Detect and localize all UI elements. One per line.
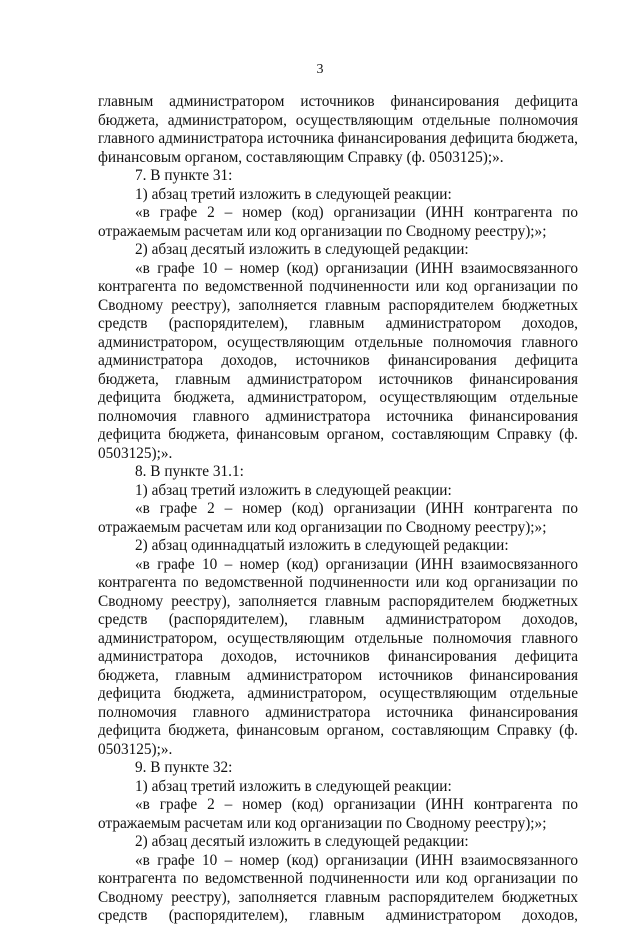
paragraph: 8. В пункте 31.1:	[135, 463, 244, 480]
paragraph: 1) абзац третий изложить в следующей реакции:	[135, 777, 452, 795]
paragraph: 2) абзац десятый изложить в следующей редакции:	[135, 833, 469, 850]
paragraph: 2) абзац одиннадцатый изложить в следующей редакции:	[135, 537, 509, 554]
page-number: 3	[316, 62, 324, 77]
paragraph: 1) абзац третий изложить в следующей реакции:	[135, 481, 452, 499]
paragraph: 7. В пункте 31:	[135, 167, 233, 184]
paragraph: «в графе 2 – номер (код) организации (ИНН контрагента по отражаемым расчетам или код организации по Сводному реестру);»;	[98, 796, 578, 832]
paragraph: «в графе 10 – номер (код) организации (ИНН взаимосвязанного контрагента по ведомственной подчиненности или код организации по Сводному реестру), заполняется главным распорядителем бюджетных средств (распорядителем), главным администратором доходов, администратором, осуществляющим отдельные полномочия главного администратора доходов, источников финансирования дефицита бюджета, главным администратором источников финансирования дефицита бюджета, администратором, осуществляющим отдельные полномочия главного администратора источника финансирования дефицита бюджета, финансовым органом, составляющим Справку (ф. 0503125);».	[98, 555, 578, 758]
paragraph: 9. В пункте 32:	[135, 759, 233, 776]
paragraph: главным администратором источников финансирования дефицита бюджета, администратором, осуществляющим отдельные полномочия главного администратора источника финансирования дефицита бюджета, финансовым органом, составляющим Справку (ф. 0503125);».	[98, 93, 578, 166]
paragraph: 2) абзац десятый изложить в следующей редакции:	[135, 241, 469, 258]
paragraph: «в графе 10 – номер (код) организации (ИНН взаимосвязанного контрагента по ведомственной подчиненности или код организации по Сводному реестру), заполняется главным распорядителем бюджетных средств (распорядителем), главным администратором доходов, администратором, осуществляющим отдельные полномочия главного администратора доходов, источников финансирования дефицита бюджета, главным администратором источников финансирования дефицита бюджета, администратором, осуществляющим отдельные полномочия главного администратора источника финансирования дефицита бюджета, финансовым органом, составляющим Справку (ф. 0503125);».	[98, 259, 578, 462]
paragraph: «в графе 10 – номер (код) организации (ИНН взаимосвязанного контрагента по ведомственной подчиненности или код организации по Сводному реестру), заполняется главным распорядителем бюджетных средств (распорядителем), главным администратором доходов,	[98, 851, 578, 924]
paragraph: «в графе 2 – номер (код) организации (ИНН контрагента по отражаемым расчетам или код организации по Сводному реестру);»;	[98, 204, 578, 240]
document-body	[98, 93, 578, 926]
paragraph: «в графе 2 – номер (код) организации (ИНН контрагента по отражаемым расчетам или код организации по Сводному реестру);»;	[98, 500, 578, 536]
paragraph: 1) абзац третий изложить в следующей реакции:	[135, 185, 452, 203]
